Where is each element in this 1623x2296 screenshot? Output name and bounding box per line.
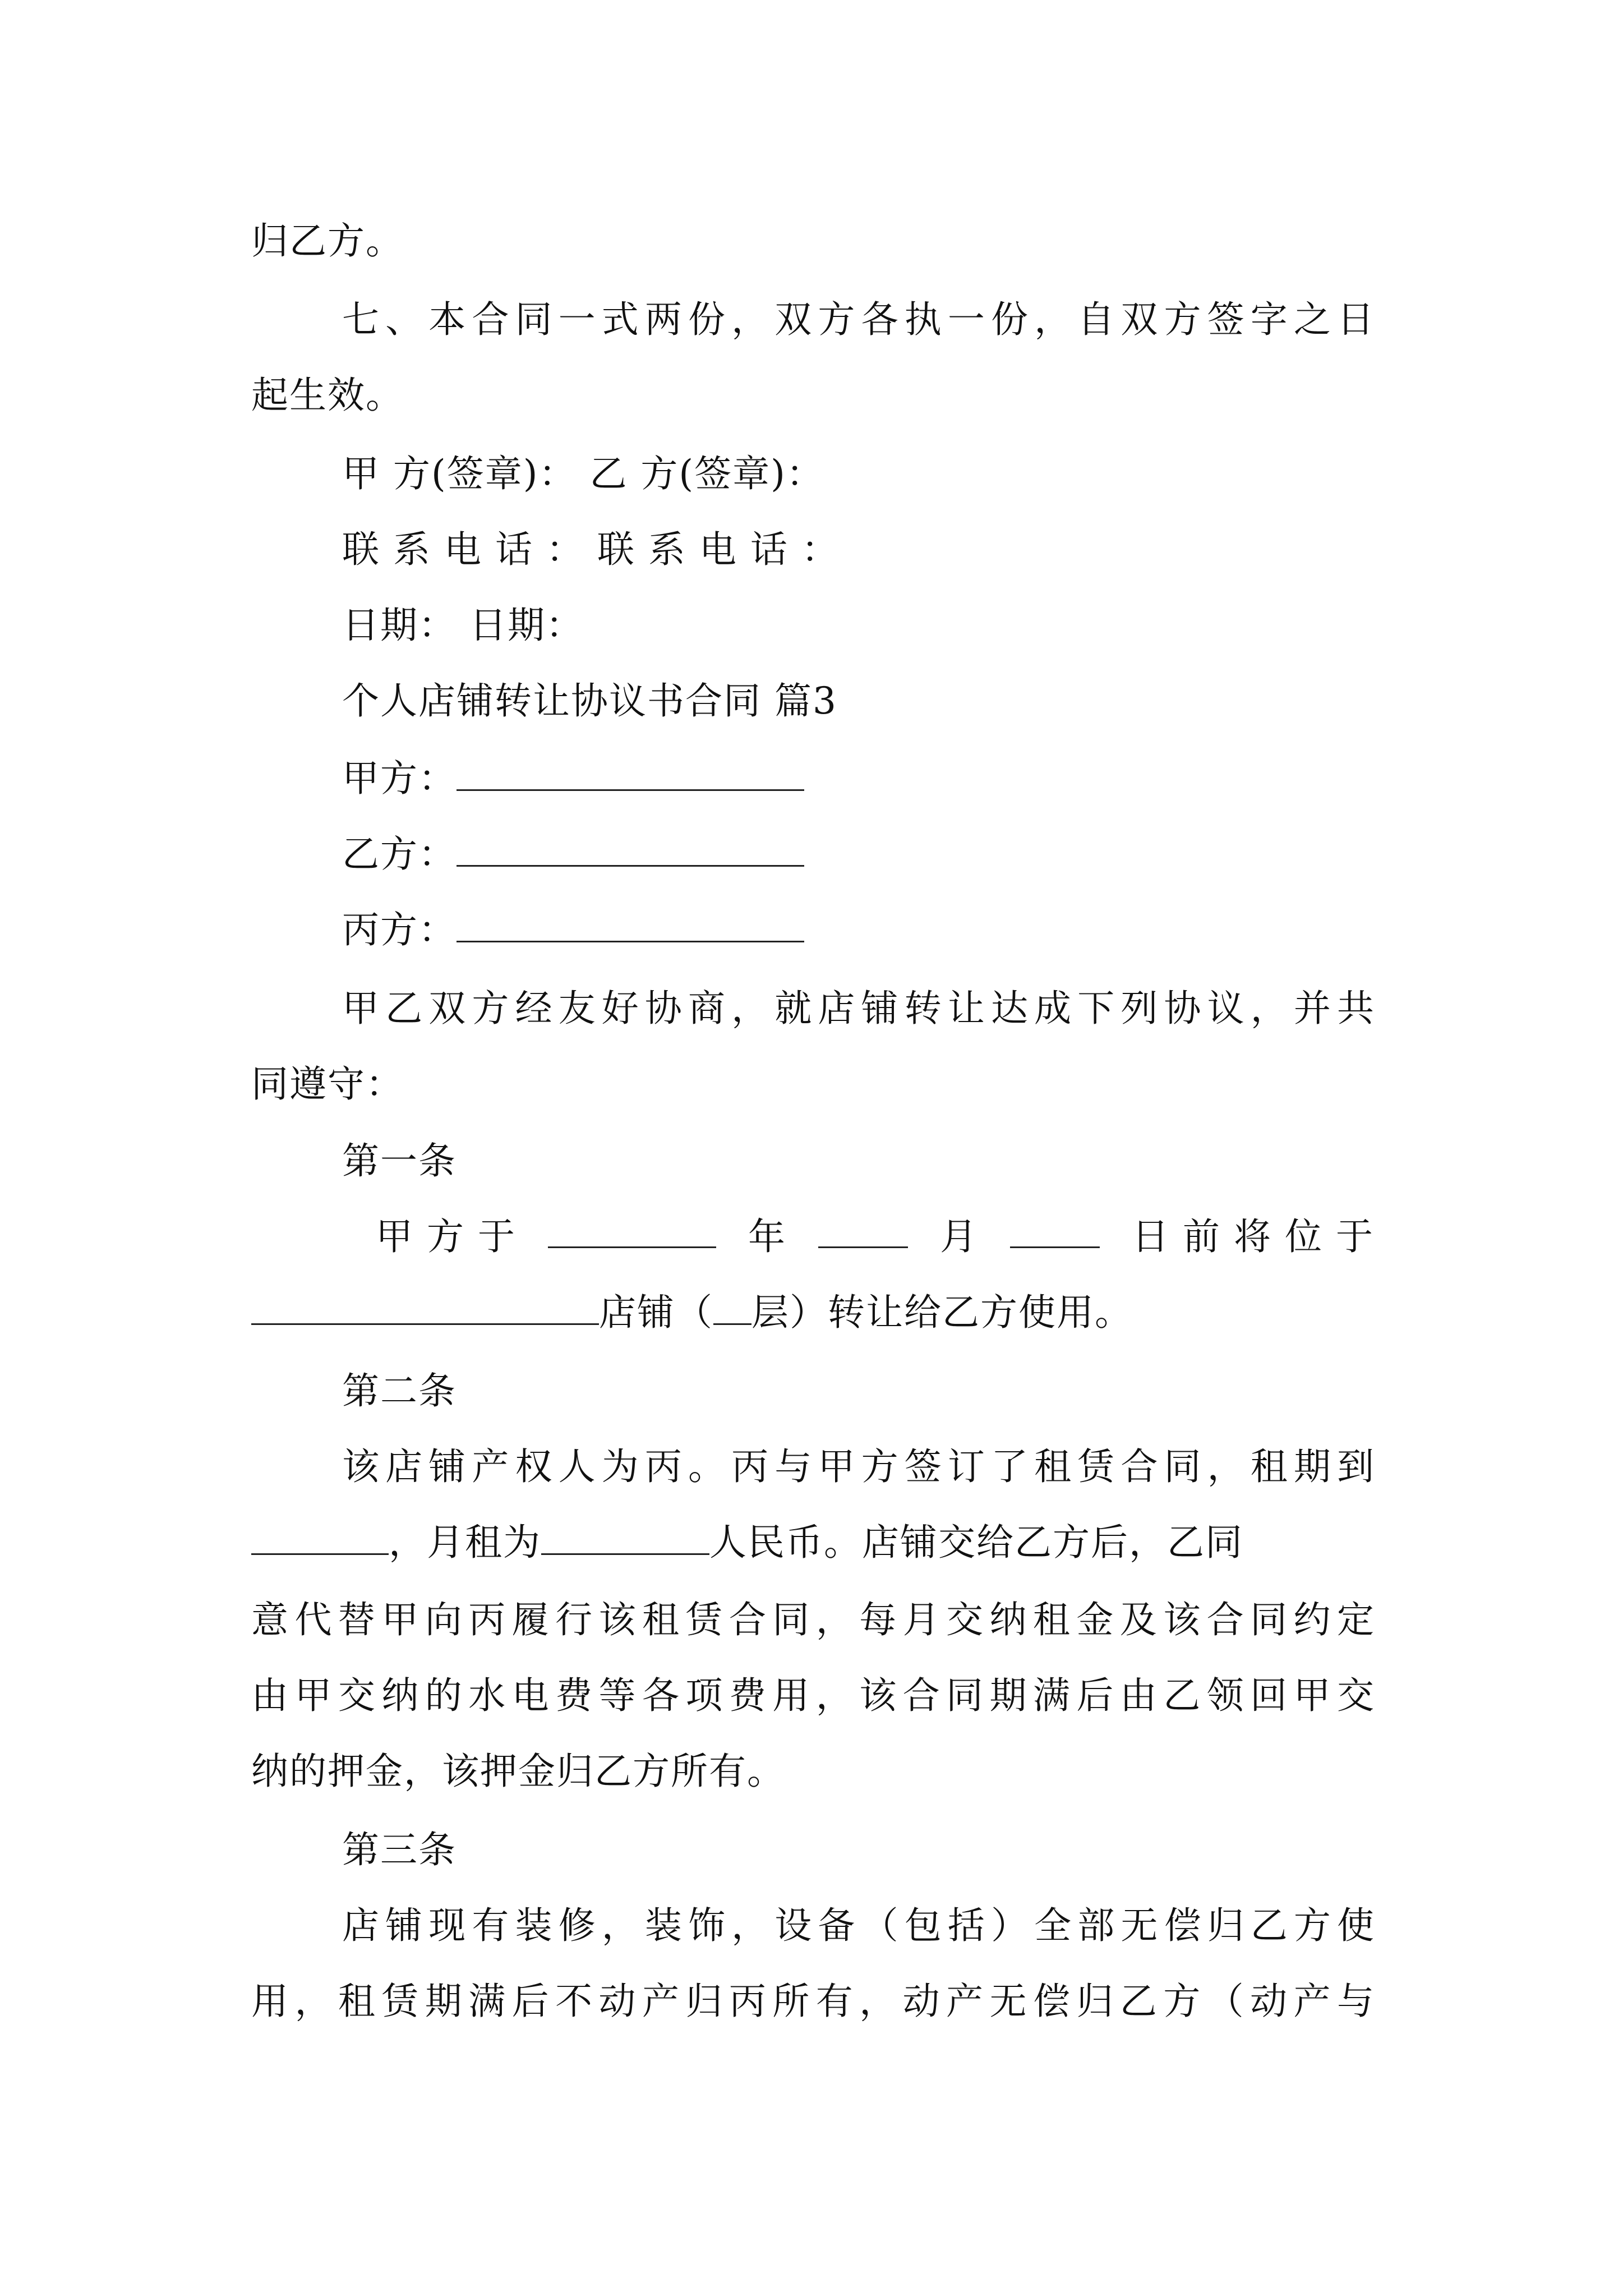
date-row: 日期： 日期： (342, 604, 584, 647)
article-two-line2 (251, 1517, 1243, 1568)
party-b-row (342, 829, 804, 880)
party-c-label: 丙方： (342, 908, 457, 951)
month-blank (818, 1212, 908, 1248)
party-c-row (342, 905, 804, 955)
art1-text-c: 月 (940, 1215, 979, 1258)
article-three-heading: 第三条 (342, 1828, 457, 1871)
party-b-label: 乙方： (342, 832, 457, 876)
article-three-line1: 店铺现有装修，装饰，设备（包括）全部无偿归乙方使 (342, 1904, 1381, 1947)
signature-row: 甲 方(签章)： 乙 方(签章)： (342, 452, 824, 495)
article-one-heading: 第一条 (342, 1139, 457, 1182)
party-b-blank (457, 830, 804, 867)
art1-text-a: 甲 方 于 (376, 1215, 516, 1258)
article-one-line1 (376, 1212, 1374, 1262)
party-c-blank (457, 906, 804, 942)
intro-line1: 甲乙双方经友好协商，就店铺转让达成下列协议，并共 (342, 987, 1381, 1030)
article-two-line1: 该店铺产权人为丙。丙与甲方签订了租赁合同，租期到 (342, 1445, 1381, 1488)
article-two-line5: 纳的押金，该押金归乙方所有。 (251, 1750, 785, 1793)
art2-currency-text: 人民币。店铺交给乙方后，乙同 (709, 1521, 1243, 1564)
phone-row: 联 系 电 话 ： 联 系 电 话 ： (342, 528, 840, 571)
article-one-line2 (251, 1287, 1133, 1338)
floor-blank (713, 1289, 751, 1325)
art2-rent-text: ，月租为 (389, 1521, 541, 1564)
art1-text-d: 日 前 将 位 于 (1132, 1215, 1374, 1258)
article-two-heading: 第二条 (342, 1369, 457, 1412)
art1-transfer-text: 层）转让给乙方使用。 (751, 1291, 1133, 1334)
clause-seven-line1: 七、本合同一式两份，双方各执一份，自双方签字之日 (342, 298, 1381, 341)
clause-seven-line2: 起生效。 (251, 374, 404, 417)
day-blank (1010, 1212, 1100, 1248)
article-two-line4: 由甲交纳的水电费等各项费用，该合同期满后由乙领回甲交 (251, 1674, 1381, 1717)
article-three-line2: 用，租赁期满后不动产归丙所有，动产无偿归乙方（动产与 (251, 1980, 1381, 2023)
party-a-row (342, 753, 804, 804)
rent-amount-blank (541, 1519, 709, 1555)
intro-line2: 同遵守： (251, 1062, 404, 1106)
year-blank (548, 1212, 716, 1248)
art1-shop-text: 店铺（ (599, 1291, 713, 1334)
lease-term-blank (251, 1519, 389, 1555)
location-blank (251, 1289, 599, 1325)
art1-text-b: 年 (748, 1215, 786, 1258)
paragraph-continuation: 归乙方。 (251, 219, 404, 263)
contract-title: 个人店铺转让协议书合同 篇3 (342, 679, 837, 723)
party-a-blank (457, 754, 804, 791)
party-a-label: 甲方： (342, 757, 457, 800)
article-two-line3: 意代替甲向丙履行该租赁合同，每月交纳租金及该合同约定 (251, 1598, 1381, 1641)
